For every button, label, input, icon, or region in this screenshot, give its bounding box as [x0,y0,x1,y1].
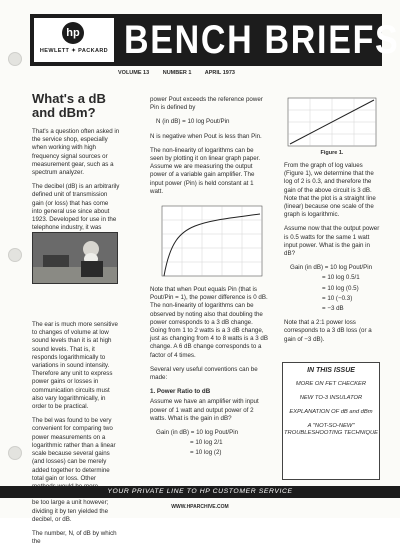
column-3 [284,96,380,350]
paragraph: The decibel (dB) is an arbitrarily defined unit of transmission gain (or loss) that has come into general use since about 1923. Developed for use in the telephone industry, it was [32,183,120,232]
paragraph: N is negative when Pout is less than Pin. [150,132,262,140]
paragraph: The non-linearity of logarithms can be seen by plotting it on linear graph paper. Assume we are measuring the output power of a variable gain amplifier. The input power (Pin) is held constant at 1 watt. [150,146,261,195]
article-title: What's a dB and dBm? [32,91,106,120]
box-item: NEW TO-3 INSULATOR [299,395,363,401]
paragraph: Assume now that the output power is 0.5 watts for the same 1 watt input power. What is the gain in dB? [284,225,380,258]
paragraph: power Pout exceeds the reference power Pin is defined by [150,96,263,112]
power-graph [150,202,268,286]
hp-logo-mark: hp [62,22,84,44]
banner-text: YOUR PRIVATE LINE TO HP CUSTOMER SERVICE [107,488,293,495]
paragraph: That's a question often asked in the service shop, especially when working with high frequency signal sources or measurement gear, such as a spectrum analyzer. [32,128,120,177]
masthead [30,14,400,66]
paragraph: Note that a 2:1 power loss corresponds to a 3 dB loss (or a gain of −3 dB). [284,319,372,343]
formula: Gain (in dB) = 10 log Pout/Pin [290,264,373,272]
formula: = 10 log (2) [190,449,222,457]
formula: = 10 log 0.5/1 [322,274,360,282]
subheading: 1. Power Ratio to dB [150,388,211,396]
bottom-banner [0,486,400,498]
box-item: MORE ON FET CHECKER [295,381,367,387]
paragraph: Assume we have an amplifier with input power of 1 watt and output power of 2 watts. What is the gain in dB? [150,398,259,422]
formula: = −3 dB [322,305,344,313]
formula: = 10 (−0.3) [322,294,353,302]
in-this-issue-box [282,362,380,480]
masthead-title: BENCH BRIEFS [124,18,400,62]
paragraph: The bel was found to be very convenient for comparing two power measurements on a logarithmic rather than a linear scale because several gains (and losses) can be merely added together to determine total gain or loss. Other be too large a unit however; dividing it by ten yielded the decibel, or dB. [32,417,116,523]
figure-caption: Figure 1. [320,150,344,156]
log-graph [284,96,380,150]
box-item: A "NOT-SO-NEW" TROUBLESHOOTING TECHNIQUE [283,423,379,436]
formula: = 10 log (0.5) [322,284,359,292]
issue-date: APRIL 1973 [204,70,235,76]
hp-brand-line: HEWLETT ✦ PACKARD [39,48,109,54]
binder-hole [8,52,22,66]
hp-logo [34,18,114,62]
paragraph: The number, N, of dB by which the [32,529,117,546]
column-2 [150,96,268,464]
paragraph: The ear is much more sensitive to changes of volume at low sound levels than it is at high sound levels. That is, it responds logarithmically to variations in sound intensity. Therefore any unit to express power gains or losses in communication circuits must also vary logarithmically, in order to be practical. [32,321,118,411]
bell-photo [32,232,118,284]
paragraph: From the graph of log values (Figure 1), we determine that the log of 2 is 0.3, and therefore the gain of the above circuit is 3 dB. Note that the plot is a straight line (linear) because one scale of the graph is logarithmic. [284,162,376,219]
box-item: EXPLANATION OF dB and dBm [289,409,373,415]
issue-line [118,70,247,76]
column-1 [32,92,120,552]
formula: = 10 log 2/1 [190,439,223,447]
issue-number: NUMBER 1 [162,70,192,76]
volume: VOLUME 13 [118,70,150,76]
paragraph: Several very useful conventions can be made: [150,365,258,382]
binder-hole [8,248,22,262]
paragraph: Note that when Pout equals Pin (that is Pout/Pin = 1), the power difference is 0 dB. The non-linearity of logarithms can be observed by noting also that doubling the power corresponds to a 3 dB change. Going from 1 to 2 watts is a 3 dB change, just as changing from 4 to 8 watts is a 3 dB change. A 6 dB change corresponds to a factor of 4 times. [150,286,268,359]
footer-url: WWW.HPARCHIVE.COM [171,504,229,510]
formula: Gain (in dB) = 10 log Pout/Pin [156,429,239,437]
box-title: IN THIS ISSUE [307,367,355,374]
formula: N (in dB) = 10 log Pout/Pin [156,118,230,126]
binder-hole [8,446,22,460]
